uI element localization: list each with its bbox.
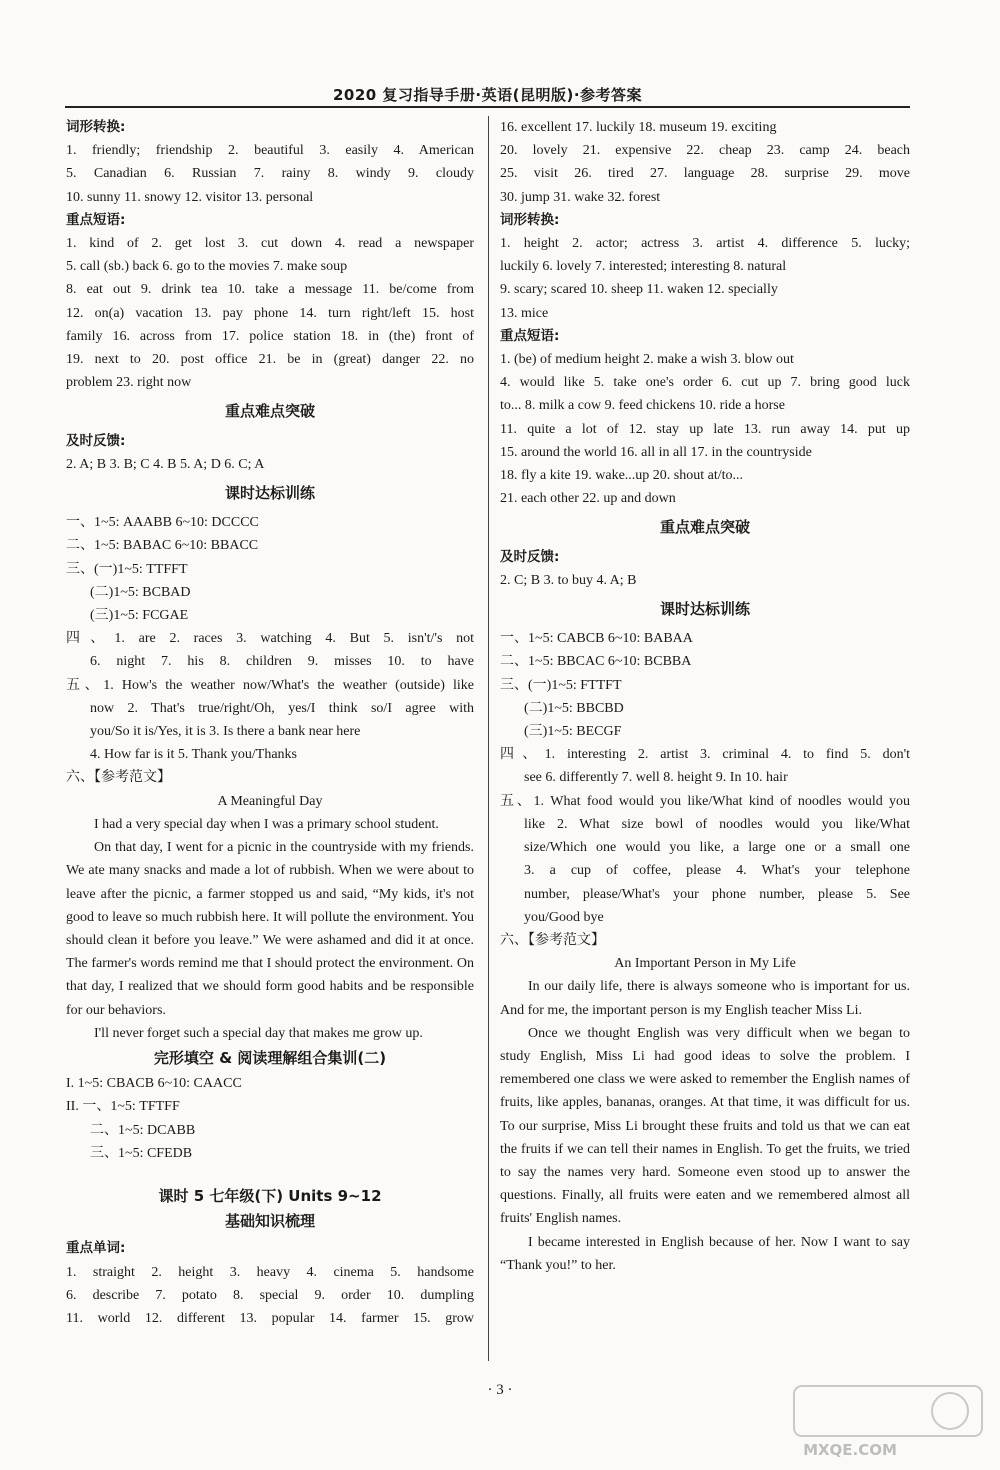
answer-line: 6. night 7. his 8. children 9. misses 10. to have	[90, 654, 474, 670]
answer-line: to... 8. milk a cow 9. feed chickens 10. ride a horse	[500, 398, 785, 414]
page-header: 2020 复习指导手册·英语(昆明版)·参考答案	[332, 86, 643, 104]
answer-line: 18. fly a kite 19. wake...up 20. shout at/to...	[500, 468, 744, 484]
left-column	[66, 116, 474, 1330]
section-label: 词形转换:	[66, 119, 126, 135]
answer-line: 六、【参考范文】	[500, 932, 605, 948]
answer-line: 6. describe 7. potato 8. special 9. order 10. dumpling	[66, 1287, 474, 1303]
answer-line: luckily 6. lovely 7. interested; interesting 8. natural	[500, 259, 787, 275]
answer-line: 4. would like 5. take one's order 6. cut up 7. bring good luck	[500, 375, 910, 391]
answer-line: 五、1. What food would you like/What kind of noodles would you	[500, 793, 910, 809]
answer-line: 二、1~5: BABAC 6~10: BBACC	[66, 538, 259, 554]
column-divider	[488, 116, 489, 1361]
essay-paragraph: Once we thought English was very difficult when we began to study English, Miss Li had good ideas to solve the problem. I remembered one class we were asked to remember the English names of fruits, like apples, bananas, oranges. At that time, it was difficult for us. To our surprise, Miss Li brought these fruits and told us that we can eat the fruits if we can tell their names in English. To get the fruits, we tried to say the names very hard. Someone even stood up to answer the questions. Finally, all fruits were eaten and we remembered almost all fruits' English names.	[500, 1025, 910, 1227]
section-label: 重点短语:	[66, 211, 126, 228]
answer-line: 25. visit 26. tired 27. language 28. surprise 29. move	[500, 166, 910, 182]
essay-paragraph: I had a very special day when I was a primary school student.	[94, 816, 439, 832]
essay-paragraph: On that day, I went for a picnic in the countryside with my friends. We ate many snacks and made a lot of rubbish. When we were about to leave after the picnic, a farmer stopped us and said, “My kids, it's not good to leave so much rubbish here. It will pollute the environment. You should clean it before you leave.” We were ashamed and did it at once. The farmer's words remind me that I should protect the environment. On that day, I realized that we should form good habits and be responsible for our behaviors.	[66, 840, 474, 1018]
answer-line: see 6. differently 7. well 8. height 9. In 10. hair	[524, 770, 788, 786]
answer-line: (二)1~5: BBCBD	[524, 700, 624, 716]
lesson-heading: 课时 5 七年级(下) Units 9~12	[158, 1186, 382, 1205]
answer-line: 20. lovely 21. expensive 22. cheap 23. camp 24. beach	[500, 143, 910, 159]
answer-line: 1. friendly; friendship 2. beautiful 3. easily 4. American	[66, 143, 474, 159]
answer-line: 5. call (sb.) back 6. go to the movies 7. make soup	[66, 259, 348, 275]
answer-line: 一、1~5: CABCB 6~10: BABAA	[500, 631, 693, 647]
answer-line: (二)1~5: BCBAD	[90, 584, 191, 600]
essay-title: A Meaningful Day	[217, 793, 323, 809]
essay-paragraph: In our daily life, there is always someone who is important for us. And for me, the important person is my English teacher Miss Li.	[500, 979, 910, 1018]
answer-line: (三)1~5: FCGAE	[90, 608, 189, 624]
answer-line: 五、1. How's the weather now/What's the weather (outside) like	[66, 677, 474, 693]
answer-line: 六、【参考范文】	[66, 770, 171, 786]
answer-line: 1. straight 2. height 3. heavy 4. cinema 5. handsome	[66, 1264, 474, 1280]
answer-line: 三、(一)1~5: FTTFT	[500, 677, 622, 693]
section-heading: 完形填空 & 阅读理解组合集训(二)	[153, 1048, 387, 1067]
answer-line: 21. each other 22. up and down	[500, 491, 676, 507]
section-heading: 课时达标训练	[659, 600, 750, 619]
answer-line: you/Good bye	[524, 909, 604, 925]
watermark-logo	[790, 1380, 986, 1460]
section-heading: 重点难点突破	[659, 518, 750, 537]
answer-line: II. 一、1~5: TFTFF	[66, 1099, 180, 1115]
header-rule	[65, 106, 910, 108]
answer-line: like 2. What size bowl of noodles would you like/What	[524, 816, 910, 832]
answer-line: 12. on(a) vacation 13. pay phone 14. turn right/left 15. host	[66, 305, 474, 321]
section-label: 词形转换:	[500, 211, 560, 228]
answer-line: problem 23. right now	[66, 375, 192, 391]
answer-line: 1. height 2. actor; actress 3. artist 4. difference 5. lucky;	[500, 236, 910, 252]
answer-line: you/So it is/Yes, it is 3. Is there a bank near here	[90, 724, 361, 740]
answer-line: family 16. across from 17. police station 18. in (the) front of	[66, 328, 474, 344]
answer-line: 30. jump 31. wake 32. forest	[500, 189, 661, 205]
essay-title: An Important Person in My Life	[614, 956, 796, 972]
answer-line: (三)1~5: BECGF	[524, 724, 622, 740]
essay-paragraph: I'll never forget such a special day that makes me grow up.	[94, 1025, 423, 1041]
section-heading: 重点难点突破	[224, 402, 315, 421]
answer-line: 1. (be) of medium height 2. make a wish 3. blow out	[500, 352, 794, 368]
answer-line: 1. kind of 2. get lost 3. cut down 4. read a newspaper	[66, 236, 474, 252]
answer-line: 4. How far is it 5. Thank you/Thanks	[90, 747, 297, 763]
answer-line: number, please/What's your phone number, please 5. See	[524, 886, 910, 902]
answer-line: 11. world 12. different 13. popular 14. farmer 15. grow	[66, 1310, 474, 1326]
answer-line: 13. mice	[500, 305, 549, 321]
right-column	[500, 116, 910, 1277]
answer-line: 三、(一)1~5: TTFFT	[66, 561, 188, 577]
answer-line: now 2. That's true/right/Oh, yes/I think so/I agree with	[90, 700, 474, 716]
answer-line: 15. around the world 16. all in all 17. in the countryside	[500, 444, 812, 460]
answer-line: 5. Canadian 6. Russian 7. rainy 8. windy 9. cloudy	[66, 166, 474, 182]
answer-line: 19. next to 20. post office 21. be in (great) danger 22. no	[66, 352, 474, 368]
answer-line: 二、1~5: DCABB	[90, 1122, 196, 1138]
answer-line: 2. C; B 3. to buy 4. A; B	[500, 572, 637, 588]
section-label: 及时反馈:	[500, 548, 560, 565]
answer-line: 9. scary; scared 10. sheep 11. waken 12. specially	[500, 282, 778, 298]
answer-line: 二、1~5: BBCAC 6~10: BCBBA	[500, 654, 692, 670]
answer-line: 11. quite a lot of 12. stay up late 13. run away 14. put up	[500, 421, 910, 437]
section-heading: 课时达标训练	[224, 484, 315, 503]
answer-line: 16. excellent 17. luckily 18. museum 19. exciting	[500, 120, 777, 135]
answer-line: 三、1~5: CFEDB	[90, 1145, 193, 1161]
answer-line: I. 1~5: CBACB 6~10: CAACC	[66, 1076, 242, 1092]
answer-line: 四、1. are 2. races 3. watching 4. But 5. isn't/'s not	[66, 631, 474, 647]
answer-line: 3. a cup of coffee, please 4. What's your telephone	[524, 863, 910, 879]
page-number: · 3 ·	[487, 1382, 513, 1398]
answer-line: 四、1. interesting 2. artist 3. criminal 4. to find 5. don't	[500, 747, 910, 763]
section-label: 及时反馈:	[66, 432, 126, 449]
answer-line: size/Which one would you like, a large one or a small one	[524, 840, 910, 856]
answer-line: 8. eat out 9. drink tea 10. take a message 11. be/come from	[66, 282, 474, 298]
answer-line: 一、1~5: AAABB 6~10: DCCCC	[66, 515, 259, 531]
answer-line: 10. sunny 11. snowy 12. visitor 13. personal	[66, 189, 314, 205]
section-heading: 基础知识梳理	[224, 1212, 315, 1231]
spacer	[66, 1165, 474, 1185]
answer-line: 2. A; B 3. B; C 4. B 5. A; D 6. C; A	[66, 456, 265, 472]
essay-paragraph: I became interested in English because of her. Now I want to say “Thank you!” to her.	[500, 1234, 910, 1273]
section-label: 重点单词:	[66, 1240, 126, 1257]
section-label: 重点短语:	[500, 327, 560, 344]
watermark-text: MXQE.COM	[803, 1441, 897, 1459]
